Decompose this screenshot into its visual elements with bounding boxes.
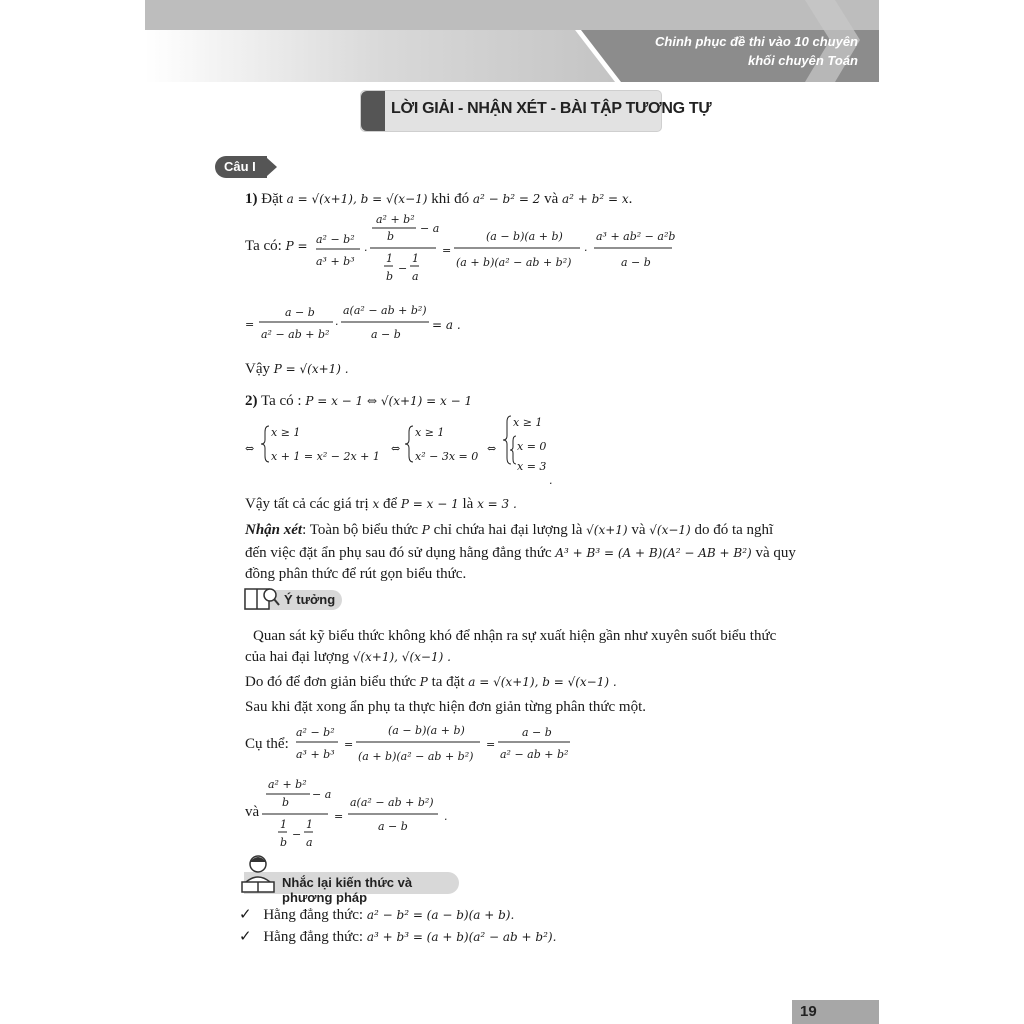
idea-p3-text: Sau khi đặt xong ẩn phụ ta thực hiện đơn giản từng phân thức một.: [245, 699, 647, 715]
svg-text:.: .: [444, 810, 448, 823]
part1-intro-tail: khi đó: [431, 191, 470, 207]
part1-and: và: [544, 191, 559, 207]
idea-p2-P: P: [419, 675, 428, 689]
idea-p4: [245, 734, 289, 754]
part1-label: 1): [245, 191, 258, 207]
part2-conclusion-is: là: [462, 496, 474, 512]
svg-text:1: 1: [386, 252, 393, 265]
svg-text:a(a² − ab + b²): a(a² − ab + b²): [350, 796, 434, 809]
svg-text:a − b: a − b: [378, 820, 408, 833]
svg-text:x ≥ 1: x ≥ 1: [271, 426, 301, 439]
recall-item-1-math: a² − b² = (a − b)(a + b).: [366, 908, 515, 922]
idea-p2: [245, 672, 617, 692]
remark-line1-P: P: [421, 523, 430, 537]
remark-line1b: chỉ chứa hai đại lượng là: [433, 522, 583, 538]
svg-text:b: b: [386, 270, 394, 283]
part2-conclusion-text: Vậy tất cả các giá trị: [245, 496, 369, 512]
svg-text:1: 1: [306, 818, 313, 831]
page-number-text: 19: [800, 1003, 817, 1020]
part2-line: [245, 391, 472, 411]
svg-text:⇔: ⇔: [487, 442, 497, 455]
remark-line1-and: và: [631, 522, 646, 538]
svg-text:x ≥ 1: x ≥ 1: [513, 416, 543, 429]
idea-p4-text: Cụ thể:: [245, 736, 289, 752]
part2-conclusion-x: x: [372, 497, 380, 511]
svg-text:·: ·: [584, 244, 588, 257]
section-title-text: LỜI GIẢI - NHẬN XÉT - BÀI TẬP TƯƠNG TỰ: [391, 100, 712, 117]
remark-line1c: do đó ta nghĩ: [694, 522, 774, 538]
header-line-2: khối chuyên Toán: [747, 53, 858, 68]
remark-line1a: : Toàn bộ biểu thức: [302, 522, 419, 538]
svg-text:x = 0: x = 0: [517, 440, 547, 453]
part1-intro-line: 1) Đặt a = √(x+1), b = √(x−1) khi đó a² − b² = 2 và a² + b² = x.: [245, 191, 633, 207]
question-tag-label: Câu I: [224, 159, 256, 174]
part1-cond1: a² − b² = 2: [472, 192, 541, 206]
svg-text:a² + b²: a² + b²: [268, 778, 307, 791]
idea-p1-math: √(x+1), √(x−1) .: [352, 650, 451, 664]
svg-text:⇔: ⇔: [245, 442, 255, 455]
page-number: [792, 1000, 879, 1024]
part2-math: P = x − 1 ⇔ √(x+1) = x − 1: [305, 394, 473, 408]
svg-text:a − b: a − b: [621, 256, 651, 269]
svg-text:− a: − a: [312, 788, 332, 801]
part2-conclusion: [245, 494, 517, 514]
svg-text:=: =: [442, 244, 452, 257]
check-icon: ✓: [239, 907, 252, 923]
book-magnifier-icon: [244, 585, 280, 613]
part1-conclusion: [245, 359, 349, 379]
svg-text:a: a: [306, 836, 313, 849]
svg-text:a: a: [412, 270, 419, 283]
svg-text:·: ·: [335, 318, 339, 331]
idea-p3: [245, 697, 646, 717]
svg-text:a² − ab + b²: a² − ab + b²: [500, 748, 569, 761]
remark-line2b: và quy: [755, 545, 796, 561]
svg-text:·: ·: [364, 244, 368, 257]
part2-systems: [245, 412, 565, 488]
recall-item-1-text: Hằng đẳng thức:: [263, 907, 364, 923]
remark-line1-m1: √(x+1): [586, 523, 628, 537]
idea-p1b-text: của hai đại lượng: [245, 649, 349, 665]
svg-text:⇔: ⇔: [391, 442, 401, 455]
recall-item-1: [239, 905, 514, 925]
idea-p1a-text: Quan sát kỹ biểu thức không khó để nhận ra sự xuất hiện gần như xuyên suốt biểu thức: [253, 628, 777, 644]
recall-box: [244, 872, 459, 905]
p-equals: P =: [285, 239, 308, 253]
part1-ta-co: [245, 236, 308, 256]
part2-text: Ta có :: [260, 393, 302, 409]
svg-text:b: b: [387, 230, 395, 243]
part1-conclusion-text: Vậy: [245, 361, 270, 377]
remark-line2-m: A³ + B³ = (A + B)(A² − AB + B²): [555, 546, 752, 560]
svg-text:a³ + b³: a³ + b³: [316, 255, 355, 268]
svg-text:a³ + ab² − a²b: a³ + ab² − a²b: [596, 230, 676, 243]
svg-text:(a + b)(a² − ab + b²): (a + b)(a² − ab + b²): [358, 750, 474, 763]
recall-item-2: [239, 927, 556, 947]
idea-p1b: [245, 647, 451, 667]
svg-text:a² − b²: a² − b²: [296, 726, 335, 739]
svg-text:−: −: [398, 262, 408, 275]
remark-line-1: [245, 520, 773, 540]
svg-text:a − b: a − b: [285, 306, 315, 319]
fraction-expression-1: [316, 210, 676, 290]
svg-text:=: =: [486, 738, 496, 751]
question-tag-arrow: [267, 158, 277, 176]
result-a: [432, 315, 461, 335]
remark-line3: đồng phân thức để rút gọn biểu thức.: [245, 566, 467, 582]
svg-text:(a − b)(a + b): (a − b)(a + b): [486, 230, 563, 243]
fraction-expression-3: [296, 718, 586, 772]
svg-text:a − b: a − b: [522, 726, 552, 739]
part1-intro: Đặt: [261, 191, 283, 207]
svg-text:.: .: [549, 474, 553, 487]
remark-line1-m2: √(x−1): [649, 523, 691, 537]
header-title: [655, 32, 858, 70]
svg-text:=: =: [344, 738, 354, 751]
idea-p1a: [253, 626, 776, 646]
part2-label: 2): [245, 393, 258, 409]
idea-p5: [245, 802, 259, 822]
svg-text:−: −: [292, 828, 302, 841]
svg-text:a − b: a − b: [371, 328, 401, 341]
idea-p2a-text: Do đó để đơn giản biểu thức: [245, 674, 417, 690]
remark-line-2: [245, 543, 796, 563]
remark-line2a: đến việc đặt ẩn phụ sau đó sử dụng hằng đẳng thức: [245, 545, 552, 561]
svg-text:x + 1 = x² − 2x + 1: x + 1 = x² − 2x + 1: [271, 450, 380, 463]
result-a-text: = a .: [432, 318, 461, 332]
svg-text:(a + b)(a² − ab + b²): (a + b)(a² − ab + b²): [456, 256, 572, 269]
header-line-1: Chinh phục đề thi vào 10 chuyên: [655, 34, 858, 49]
svg-text:a² − b²: a² − b²: [316, 233, 355, 246]
part1-cond2: a² + b² = x: [562, 192, 629, 206]
part2-conclusion-mid: để: [382, 496, 398, 512]
svg-text:b: b: [282, 796, 290, 809]
svg-text:− a: − a: [420, 222, 440, 235]
check-icon: ✓: [239, 929, 252, 945]
svg-text:a² + b²: a² + b²: [376, 213, 415, 226]
recall-item-2-math: a³ + b³ = (a + b)(a² − ab + b²).: [366, 930, 557, 944]
svg-text:x = 3: x = 3: [517, 460, 547, 473]
svg-text:=: =: [334, 810, 344, 823]
recall-item-2-text: Hằng đẳng thức:: [263, 929, 364, 945]
section-title-tab: [361, 91, 385, 131]
svg-text:a³ + b³: a³ + b³: [296, 748, 335, 761]
ta-co-label: Ta có:: [245, 238, 282, 254]
svg-text:b: b: [280, 836, 288, 849]
svg-text:=: =: [245, 318, 255, 331]
fraction-expression-4: [262, 776, 462, 850]
idea-p2-math: a = √(x+1), b = √(x−1) .: [468, 675, 617, 689]
idea-p2b-text: ta đặt: [431, 674, 465, 690]
student-reading-icon: [240, 852, 276, 894]
svg-text:a(a² − ab + b²): a(a² − ab + b²): [343, 304, 427, 317]
part1-conclusion-math: P = √(x+1) .: [273, 362, 349, 376]
svg-text:x ≥ 1: x ≥ 1: [415, 426, 445, 439]
idea-label: Ý tưởng: [284, 592, 336, 607]
recall-label: Nhắc lại kiến thức và phương pháp: [282, 875, 413, 905]
section-title: [361, 91, 712, 131]
idea-p5-text: và: [245, 804, 260, 820]
part2-conclusion-val: x = 3 .: [477, 497, 517, 511]
svg-text:1: 1: [280, 818, 287, 831]
remark-line-3: [245, 564, 466, 584]
svg-text:a² − ab + b²: a² − ab + b²: [261, 328, 330, 341]
part1-intro-math: a = √(x+1), b = √(x−1): [286, 192, 428, 206]
svg-text:(a − b)(a + b): (a − b)(a + b): [388, 724, 465, 737]
part2-conclusion-math: P = x − 1: [400, 497, 459, 511]
remark-label: Nhận xét: [245, 522, 303, 538]
svg-text:x² − 3x = 0: x² − 3x = 0: [415, 450, 479, 463]
svg-text:1: 1: [412, 252, 419, 265]
question-tag: [215, 156, 267, 178]
